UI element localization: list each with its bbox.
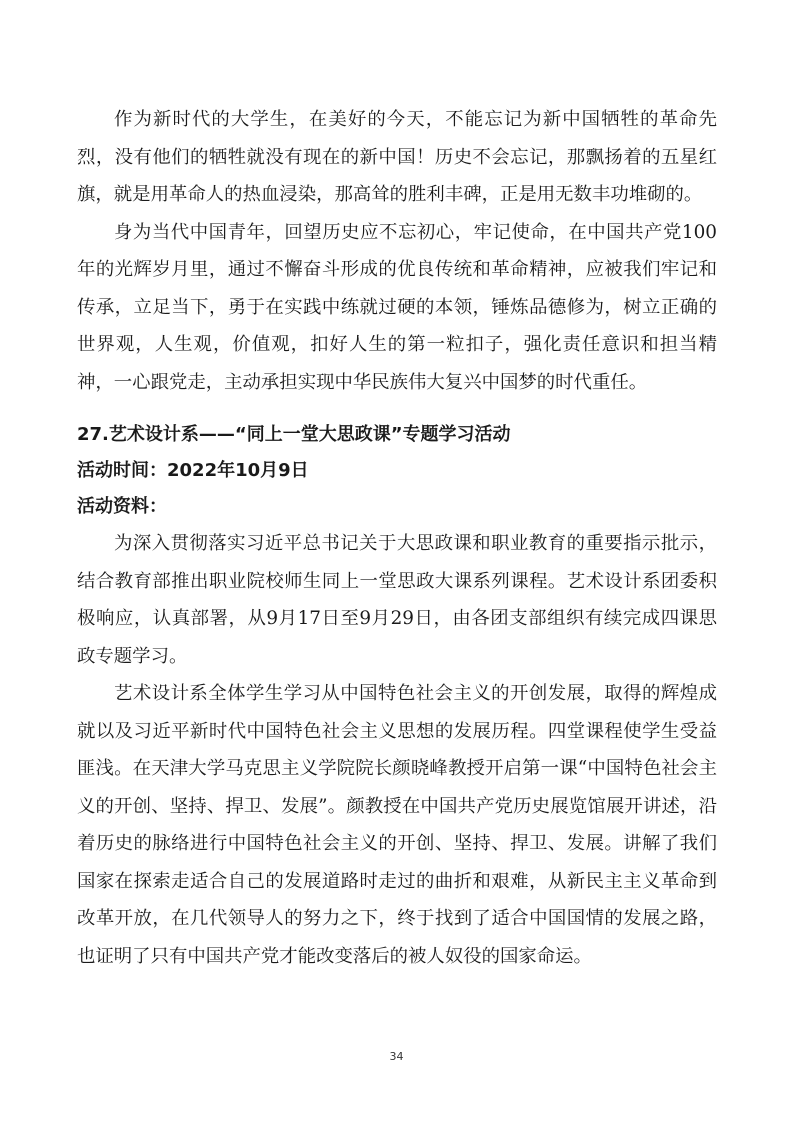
paragraph: 身为当代中国青年，回望历史应不忘初心，牢记使命，在中国共产党100年的光辉岁月里，通过不懈奋斗形成的优良传统和革命精神，应被我们牢记和传承，立足当下，勇于在实践中练就过硬的本领，锤炼品德修为，树立正确的世界观，人生观，价值观，扣好人生的第一粒扣子，强化责任意识和担当精神，一心跟党走，主动承担实现中华民族伟大复兴中国梦的时代重任。 [77,221,717,393]
activity-time: 活动时间：2022年10月9日 [77,460,309,481]
paragraph: 作为新时代的大学生，在美好的今天，不能忘记为新中国牺牲的革命先烈，没有他们的牺牲就没有现在的新中国！历史不会忘记，那飘扬着的五星红旗，就是用革命人的热血浸染，那高耸的胜利丰碑，正是用无数丰功堆砌的。 [77,109,717,205]
spacer [77,401,717,417]
page-number: 34 [389,1050,404,1063]
paragraph: 为深入贯彻落实习近平总书记关于大思政课和职业教育的重要指示批示，结合教育部推出职业院校师生同上一堂思政大课系列课程。艺术设计系团委积极响应，认真部署，从9月17日至9月29日，由各团支部组织有续完成四课思政专题学习。 [77,533,717,667]
paragraph: 艺术设计系全体学生学习从中国特色社会主义的开创发展，取得的辉煌成就以及习近平新时代中国特色社会主义思想的发展历程。四堂课程使学生受益匪浅。在天津大学马克思主义学院院长颜晓峰教授开启第一课“中国特色社会主义的开创、坚持、捍卫、发展”。颜教授在中国共产党历史展览馆展开讲述，沿着历史的脉络进行中国特色社会主义的开创、坚持、捍卫、发展。讲解了我们国家在探索走适合自己的发展道路时走过的曲折和艰难，从新民主主义革命到改革开放，在几代领导人的努力之下，终于找到了适合中国国情的发展之路，也证明了只有中国共产党才能改变落后的被人奴役的国家命运。 [77,683,717,967]
section-title: 27.艺术设计系——“同上一堂大思政课”专题学习活动 [77,424,511,445]
document-body [77,101,717,975]
activity-materials-label: 活动资料： [77,496,167,517]
